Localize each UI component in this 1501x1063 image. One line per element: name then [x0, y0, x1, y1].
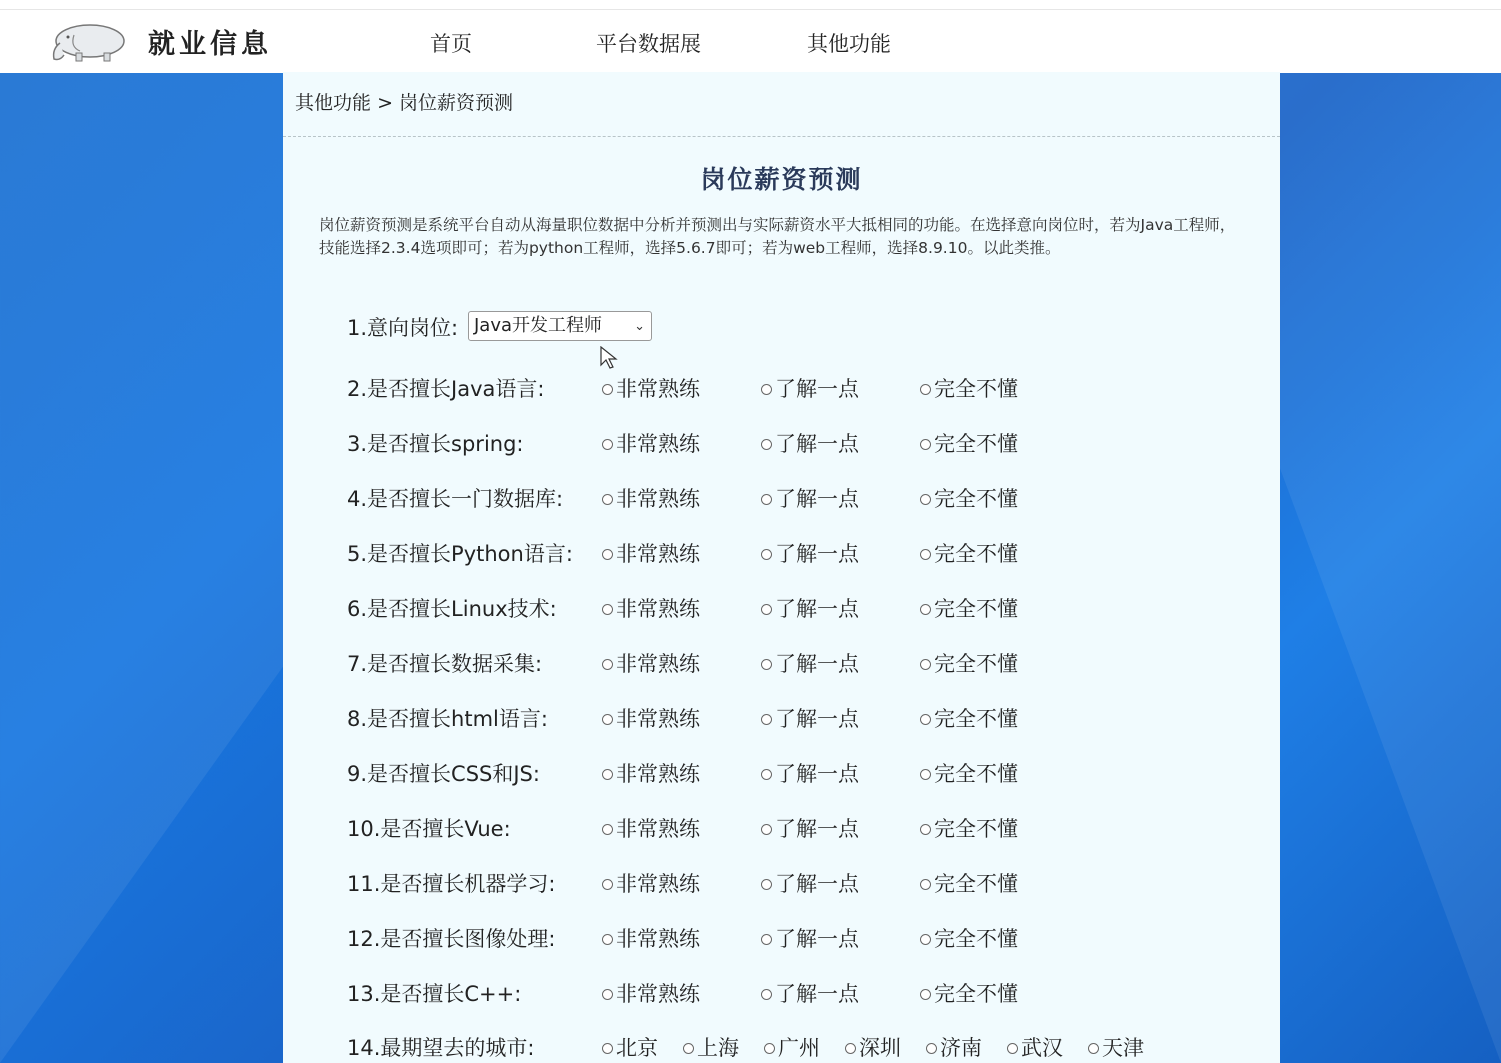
chevron-down-icon: ⌄ [634, 319, 645, 334]
radio-option-label: 完全不懂 [934, 762, 1018, 786]
city-radio-option[interactable] [845, 1031, 901, 1063]
nav-item-data-display[interactable]: 平台数据展 [596, 32, 701, 56]
city-radio-option[interactable] [1007, 1031, 1063, 1063]
skill-radio-option[interactable] [920, 482, 1018, 516]
radio-option-label: 完全不懂 [934, 597, 1018, 621]
skill-radio-option[interactable] [602, 427, 700, 461]
radio-option-label: 了解一点 [775, 927, 859, 951]
question-label: 4.是否擅长一门数据库: [347, 487, 564, 511]
skill-radio-option[interactable] [761, 592, 859, 626]
question-label: 14.最期望去的城市: [347, 1036, 535, 1060]
skill-radio-option[interactable] [602, 482, 700, 516]
radio-button[interactable] [761, 824, 772, 835]
skill-radio-option[interactable] [602, 757, 700, 791]
page-description: 岗位薪资预测是系统平台自动从海量职位数据中分析并预测出与实际薪资水平大抵相同的功能。在选择意向岗位时，若为Java工程师，技能选择2.3.4选项即可；若为python工程师，选择5.6.7即可；若为web工程师，选择8.9.10。以此类推。 [319, 216, 1236, 257]
breadcrumb [295, 88, 513, 115]
skill-radio-option[interactable] [920, 867, 1018, 901]
question-label: 2.是否擅长Java语言: [347, 377, 545, 401]
radio-button[interactable] [1088, 1043, 1099, 1054]
radio-button[interactable] [602, 659, 613, 670]
radio-option-label: 完全不懂 [934, 707, 1018, 731]
radio-button[interactable] [920, 439, 931, 450]
radio-option-label: 深圳 [859, 1036, 901, 1060]
radio-option-label: 了解一点 [775, 982, 859, 1006]
skill-radio-option[interactable] [602, 537, 700, 571]
skill-radio-option[interactable] [761, 647, 859, 681]
radio-option-label: 非常熟练 [616, 927, 700, 951]
skill-radio-option[interactable] [920, 427, 1018, 461]
radio-button[interactable] [920, 934, 931, 945]
city-radio-option[interactable] [602, 1031, 658, 1063]
radio-button[interactable] [602, 769, 613, 780]
dashed-divider [283, 136, 1280, 137]
wallpaper-pane [0, 72, 283, 1063]
radio-option-label: 非常熟练 [616, 377, 700, 401]
radio-option-label: 完全不懂 [934, 927, 1018, 951]
top-navigation-bar [0, 9, 1501, 73]
radio-button[interactable] [761, 879, 772, 890]
skill-radio-option[interactable] [761, 922, 859, 956]
radio-button[interactable] [920, 824, 931, 835]
radio-option-label: 了解一点 [775, 487, 859, 511]
radio-option-label: 非常熟练 [616, 652, 700, 676]
skill-radio-option[interactable] [920, 812, 1018, 846]
radio-button[interactable] [920, 989, 931, 1000]
radio-option-label: 完全不懂 [934, 872, 1018, 896]
radio-button[interactable] [761, 934, 772, 945]
radio-option-label: 了解一点 [775, 762, 859, 786]
elephant-logo-icon [46, 21, 126, 63]
skill-radio-option[interactable] [920, 977, 1018, 1011]
question-label: 11.是否擅长机器学习: [347, 872, 556, 896]
radio-option-label: 非常熟练 [616, 707, 700, 731]
breadcrumb-separator: > [377, 92, 393, 114]
question-label: 5.是否擅长Python语言: [347, 542, 573, 566]
radio-option-label: 北京 [616, 1036, 658, 1060]
radio-option-label: 天津 [1102, 1036, 1144, 1060]
skill-radio-option[interactable] [920, 537, 1018, 571]
skill-radio-option[interactable] [920, 757, 1018, 791]
nav-item-home[interactable]: 首页 [430, 32, 472, 56]
radio-button[interactable] [761, 494, 772, 505]
skill-radio-option[interactable] [920, 922, 1018, 956]
city-radio-option[interactable] [683, 1031, 739, 1063]
position-select-value: Java开发工程师 [474, 315, 603, 336]
radio-button[interactable] [761, 989, 772, 1000]
radio-option-label: 了解一点 [775, 377, 859, 401]
radio-button[interactable] [920, 714, 931, 725]
radio-button[interactable] [920, 659, 931, 670]
radio-option-label: 武汉 [1021, 1036, 1063, 1060]
question-label: 10.是否擅长Vue: [347, 817, 511, 841]
radio-button[interactable] [602, 384, 613, 395]
radio-option-label: 非常熟练 [616, 432, 700, 456]
radio-option-label: 非常熟练 [616, 542, 700, 566]
skill-radio-option[interactable] [920, 372, 1018, 406]
radio-button[interactable] [761, 384, 772, 395]
mouse-pointer-icon [600, 346, 618, 370]
skill-radio-option[interactable] [761, 702, 859, 736]
city-radio-option[interactable] [1088, 1031, 1144, 1063]
page-title: 岗位薪资预测 [700, 165, 863, 194]
radio-button[interactable] [761, 769, 772, 780]
skill-radio-option[interactable] [761, 372, 859, 406]
skill-radio-option[interactable] [602, 372, 700, 406]
skill-radio-option[interactable] [761, 977, 859, 1011]
radio-button[interactable] [602, 1043, 613, 1054]
radio-option-label: 完全不懂 [934, 652, 1018, 676]
radio-option-label: 了解一点 [775, 432, 859, 456]
city-radio-option[interactable] [926, 1031, 982, 1063]
question-label: 12.是否擅长图像处理: [347, 927, 556, 951]
nav-item-other-functions[interactable]: 其他功能 [807, 32, 891, 56]
radio-option-label: 非常熟练 [616, 982, 700, 1006]
radio-button[interactable] [920, 769, 931, 780]
radio-button[interactable] [761, 659, 772, 670]
skill-radio-option[interactable] [761, 537, 859, 571]
radio-button[interactable] [1007, 1043, 1018, 1054]
breadcrumb-parent-link[interactable]: 其他功能 [295, 92, 372, 114]
radio-button[interactable] [683, 1043, 694, 1054]
radio-button[interactable] [920, 494, 931, 505]
radio-button[interactable] [602, 604, 613, 615]
radio-button[interactable] [602, 494, 613, 505]
radio-option-label: 济南 [940, 1036, 982, 1060]
radio-button[interactable] [602, 989, 613, 1000]
radio-button[interactable] [761, 714, 772, 725]
radio-button[interactable] [920, 384, 931, 395]
radio-option-label: 完全不懂 [934, 542, 1018, 566]
skill-radio-option[interactable] [920, 647, 1018, 681]
radio-button[interactable] [602, 879, 613, 890]
radio-button[interactable] [920, 549, 931, 560]
radio-option-label: 了解一点 [775, 652, 859, 676]
skill-radio-option[interactable] [761, 812, 859, 846]
question-label: 1.意向岗位: [347, 316, 459, 340]
radio-option-label: 非常熟练 [616, 597, 700, 621]
breadcrumb-current: 岗位薪资预测 [399, 92, 514, 114]
radio-option-label: 完全不懂 [934, 982, 1018, 1006]
skill-radio-option[interactable] [761, 757, 859, 791]
skill-radio-option[interactable] [602, 867, 700, 901]
skill-radio-option[interactable] [602, 977, 700, 1011]
radio-button[interactable] [602, 714, 613, 725]
question-label: 9.是否擅长CSS和JS: [347, 762, 540, 786]
question-label: 13.是否擅长C++: [347, 982, 522, 1006]
radio-option-label: 非常熟练 [616, 817, 700, 841]
radio-option-label: 完全不懂 [934, 817, 1018, 841]
radio-button[interactable] [845, 1043, 856, 1054]
skill-radio-option[interactable] [602, 592, 700, 626]
skill-radio-option[interactable] [761, 427, 859, 461]
content-panel [283, 72, 1280, 1063]
skill-radio-option[interactable] [920, 702, 1018, 736]
skill-radio-option[interactable] [602, 647, 700, 681]
radio-button[interactable] [602, 824, 613, 835]
radio-button[interactable] [920, 879, 931, 890]
wallpaper-pane [1280, 72, 1501, 1063]
question-label: 3.是否擅长spring: [347, 432, 524, 456]
radio-button[interactable] [926, 1043, 937, 1054]
radio-option-label: 了解一点 [775, 542, 859, 566]
radio-option-label: 非常熟练 [616, 487, 700, 511]
radio-button[interactable] [761, 439, 772, 450]
radio-button[interactable] [764, 1043, 775, 1054]
skill-radio-option[interactable] [602, 812, 700, 846]
skill-radio-option[interactable] [761, 482, 859, 516]
radio-option-label: 非常熟练 [616, 762, 700, 786]
radio-option-label: 了解一点 [775, 707, 859, 731]
radio-button[interactable] [761, 549, 772, 560]
city-radio-option[interactable] [764, 1031, 820, 1063]
question-label: 6.是否擅长Linux技术: [347, 597, 557, 621]
radio-option-label: 完全不懂 [934, 487, 1018, 511]
radio-option-label: 完全不懂 [934, 432, 1018, 456]
skill-radio-option[interactable] [920, 592, 1018, 626]
position-select[interactable] [468, 311, 652, 341]
skill-radio-option[interactable] [602, 702, 700, 736]
radio-option-label: 了解一点 [775, 817, 859, 841]
radio-option-label: 上海 [697, 1036, 739, 1060]
radio-option-label: 了解一点 [775, 872, 859, 896]
question-label: 7.是否擅长数据采集: [347, 652, 543, 676]
question-label: 8.是否擅长html语言: [347, 707, 548, 731]
skill-radio-option[interactable] [761, 867, 859, 901]
radio-button[interactable] [602, 934, 613, 945]
window-top-strip [0, 0, 1501, 9]
radio-option-label: 了解一点 [775, 597, 859, 621]
radio-option-label: 非常熟练 [616, 872, 700, 896]
radio-option-label: 完全不懂 [934, 377, 1018, 401]
radio-button[interactable] [602, 439, 613, 450]
radio-button[interactable] [761, 604, 772, 615]
radio-option-label: 广州 [778, 1036, 820, 1060]
radio-button[interactable] [602, 549, 613, 560]
radio-button[interactable] [920, 604, 931, 615]
brand-title: 就业信息 [148, 29, 272, 60]
skill-radio-option[interactable] [602, 922, 700, 956]
